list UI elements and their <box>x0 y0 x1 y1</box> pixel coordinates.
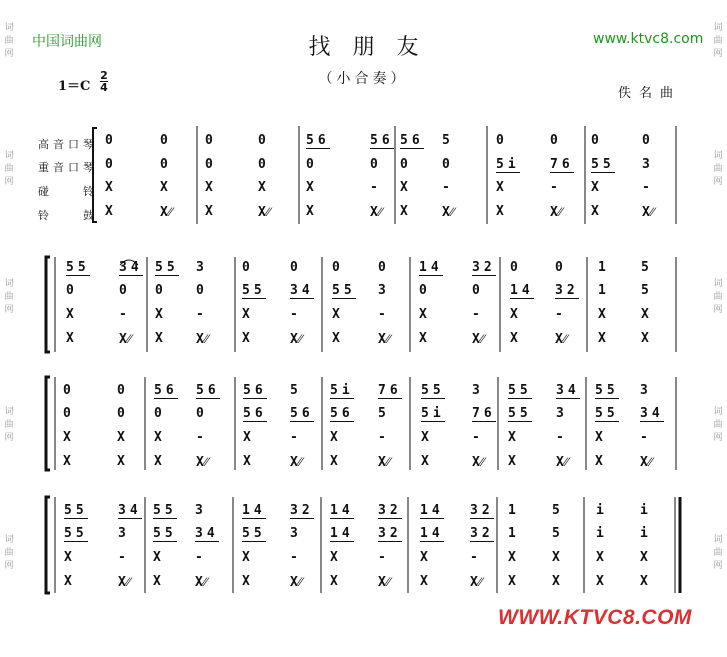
note-token: X <box>400 180 408 195</box>
meter-top: 2 <box>100 69 108 82</box>
note-token: 0 <box>378 260 386 275</box>
note-token: X <box>63 454 71 469</box>
note-token: X⁄⁄ <box>118 575 131 590</box>
note-token: 0 <box>105 133 113 148</box>
note-token: X⁄⁄ <box>378 332 391 347</box>
note-token: X <box>508 430 516 445</box>
note-token: 14 <box>330 503 354 518</box>
site-url-right: www.ktvc8.com <box>593 31 704 47</box>
note-token: X⁄⁄ <box>290 455 303 470</box>
note-token: X <box>641 331 649 346</box>
note-token: - <box>290 550 298 565</box>
note-token: 34 <box>640 406 664 421</box>
note-token: X <box>153 550 161 565</box>
note-token: 76 <box>472 406 496 421</box>
note-token: 3 <box>290 526 298 541</box>
note-token: X <box>595 454 603 469</box>
note-token: X <box>205 180 213 195</box>
note-token: X⁄⁄ <box>472 455 485 470</box>
note-token: X <box>595 430 603 445</box>
side-watermark-text: 词 曲 网 <box>4 535 14 571</box>
note-token: 56 <box>196 383 220 398</box>
side-watermark-text: 词 曲 网 <box>4 151 14 187</box>
note-token: - <box>119 307 127 322</box>
note-token: X <box>243 454 251 469</box>
note-token: X <box>306 204 314 219</box>
note-token: X <box>419 331 427 346</box>
note-token: X <box>64 574 72 589</box>
note-token: 0 <box>196 406 204 421</box>
note-token: 3 <box>642 157 650 172</box>
note-token: X <box>640 574 648 589</box>
note-token: X <box>330 454 338 469</box>
note-token: 32 <box>555 283 579 298</box>
note-token: 55 <box>153 526 177 541</box>
note-token: 55 <box>242 283 266 298</box>
note-token: X⁄⁄ <box>550 205 563 220</box>
note-token: 56 <box>154 383 178 398</box>
note-token: 5 <box>552 526 560 541</box>
note-token: 32 <box>470 526 494 541</box>
note-token: X <box>640 550 648 565</box>
note-token: X <box>591 204 599 219</box>
note-token: X⁄⁄ <box>160 205 173 220</box>
note-token: 5i <box>421 406 445 421</box>
note-token: X <box>421 454 429 469</box>
note-token: 32 <box>378 526 402 541</box>
note-token: 3 <box>556 406 564 421</box>
note-token: 5 <box>641 260 649 275</box>
note-token: - <box>290 430 298 445</box>
note-token: X⁄⁄ <box>196 455 209 470</box>
note-token: X⁄⁄ <box>290 332 303 347</box>
part-label-high-harmonica: 高音口琴 <box>38 138 94 151</box>
note-token: 0 <box>370 157 378 172</box>
note-token: X⁄⁄ <box>290 575 303 590</box>
note-token: 55 <box>595 406 619 421</box>
note-token: 0 <box>332 260 340 275</box>
note-token: 14 <box>419 260 443 275</box>
note-token: 0 <box>400 157 408 172</box>
note-token: 32 <box>472 260 496 275</box>
note-token: 56 <box>243 406 267 421</box>
note-token: 55 <box>66 260 90 275</box>
note-token: X <box>596 574 604 589</box>
note-token: X <box>258 180 266 195</box>
note-token: 1 <box>508 503 516 518</box>
note-token: i <box>596 526 604 541</box>
note-token: 1 <box>508 526 516 541</box>
side-watermark-text: 词 曲 网 <box>4 23 14 59</box>
note-token: 5 <box>290 383 298 398</box>
note-token: X <box>117 430 125 445</box>
part-label-bass-harmonica: 重音口琴 <box>38 161 94 174</box>
note-token: X <box>552 550 560 565</box>
note-token: X <box>332 307 340 322</box>
note-token: - <box>642 180 650 195</box>
note-token: X <box>419 307 427 322</box>
side-watermark-text: 词 曲 网 <box>4 279 14 315</box>
note-token: - <box>556 430 564 445</box>
note-token: 0 <box>63 406 71 421</box>
note-token: 5 <box>641 283 649 298</box>
note-token: 32 <box>378 503 402 518</box>
note-token: - <box>442 180 450 195</box>
note-token: X <box>510 331 518 346</box>
meter-bottom: 4 <box>100 81 108 94</box>
note-token: X <box>306 180 314 195</box>
note-token: 56 <box>370 133 394 148</box>
note-token: X <box>242 307 250 322</box>
note-token: 0 <box>160 157 168 172</box>
note-token: 55 <box>595 383 619 398</box>
note-token: 3 <box>196 260 204 275</box>
note-token: 0 <box>510 260 518 275</box>
note-token: - <box>290 307 298 322</box>
note-token: 56 <box>290 406 314 421</box>
note-token: X <box>242 574 250 589</box>
note-token: X <box>205 204 213 219</box>
note-token: 14 <box>242 503 266 518</box>
note-token: - <box>555 307 563 322</box>
note-token: 0 <box>642 133 650 148</box>
side-watermark-text: 词 曲 网 <box>713 535 723 571</box>
side-watermark-text: 词 曲 网 <box>713 151 723 187</box>
side-watermark-text: 词 曲 网 <box>713 279 723 315</box>
note-token: 14 <box>330 526 354 541</box>
note-token: X <box>242 331 250 346</box>
note-token: 0 <box>290 260 298 275</box>
note-token: 3 <box>378 283 386 298</box>
part-label-tambourine: 铃鼓 <box>38 209 94 222</box>
part-label-bell: 碰铃 <box>38 185 94 198</box>
note-token: - <box>195 550 203 565</box>
note-token: 0 <box>105 157 113 172</box>
note-token: - <box>378 307 386 322</box>
note-token: 0 <box>66 283 74 298</box>
note-token: 0 <box>119 283 127 298</box>
bottom-watermark: WWW.KTVC8.COM <box>498 606 692 629</box>
note-token: X <box>641 307 649 322</box>
note-token: X⁄⁄ <box>378 575 391 590</box>
note-token: 55 <box>153 503 177 518</box>
note-token: 56 <box>330 406 354 421</box>
note-token: 5 <box>442 133 450 148</box>
note-token: X <box>332 331 340 346</box>
note-token: X⁄⁄ <box>642 205 655 220</box>
note-token: X⁄⁄ <box>555 332 568 347</box>
note-token: X <box>105 180 113 195</box>
note-token: X <box>420 550 428 565</box>
note-token: X <box>420 574 428 589</box>
note-token: 76 <box>378 383 402 398</box>
note-token: 0 <box>160 133 168 148</box>
note-token: 56 <box>400 133 424 148</box>
note-token: X <box>508 574 516 589</box>
note-token: 0 <box>306 157 314 172</box>
note-token: 55 <box>508 406 532 421</box>
note-token: X <box>508 550 516 565</box>
note-token: - <box>472 430 480 445</box>
note-token: 55 <box>64 526 88 541</box>
note-token: X <box>243 430 251 445</box>
note-token: 0 <box>550 133 558 148</box>
note-token: 55 <box>332 283 356 298</box>
note-token: X⁄⁄ <box>195 575 208 590</box>
note-token: X <box>510 307 518 322</box>
note-token: X⁄⁄ <box>370 205 383 220</box>
note-token: 0 <box>496 133 504 148</box>
note-token: X <box>496 204 504 219</box>
note-token: X⁄⁄ <box>378 455 391 470</box>
note-token: - <box>472 307 480 322</box>
note-token: X <box>64 550 72 565</box>
note-token: 56 <box>243 383 267 398</box>
note-token: X⁄⁄ <box>556 455 569 470</box>
note-token: 76 <box>550 157 574 172</box>
note-token: - <box>378 430 386 445</box>
note-token: X <box>66 331 74 346</box>
key-signature: 1＝C <box>58 79 91 94</box>
note-token: X⁄⁄ <box>119 332 132 347</box>
note-token: 0 <box>155 283 163 298</box>
note-token: 5i <box>330 383 354 398</box>
note-token: - <box>370 180 378 195</box>
note-token: X <box>155 307 163 322</box>
note-token: X⁄⁄ <box>640 455 653 470</box>
site-name-left: 中国词曲网 <box>32 34 102 50</box>
note-token: 1 <box>598 283 606 298</box>
note-token: 0 <box>555 260 563 275</box>
note-token: X⁄⁄ <box>442 205 455 220</box>
note-token: 0 <box>63 383 71 398</box>
note-token: X <box>598 307 606 322</box>
note-token: X⁄⁄ <box>472 332 485 347</box>
note-token: 56 <box>306 133 330 148</box>
note-token: 32 <box>470 503 494 518</box>
note-token: 0 <box>472 283 480 298</box>
note-token: X <box>496 180 504 195</box>
note-token: X⁄⁄ <box>258 205 271 220</box>
note-token: X⁄⁄ <box>196 332 209 347</box>
note-token: - <box>118 550 126 565</box>
note-token: X <box>242 550 250 565</box>
note-token: X <box>154 454 162 469</box>
note-token: 14 <box>510 283 534 298</box>
note-token: 34 <box>118 503 142 518</box>
note-token: 3 <box>640 383 648 398</box>
note-token: 0 <box>419 283 427 298</box>
note-token: 0 <box>117 383 125 398</box>
song-title: 找朋友 <box>308 35 441 60</box>
note-token: 55 <box>242 526 266 541</box>
song-subtitle: （小合奏） <box>318 71 409 87</box>
note-token: X <box>153 574 161 589</box>
note-token: X <box>63 430 71 445</box>
note-token: 0 <box>154 406 162 421</box>
note-token: 0 <box>205 157 213 172</box>
note-token: - <box>640 430 648 445</box>
note-token: X <box>400 204 408 219</box>
note-token: X <box>598 331 606 346</box>
note-token: i <box>596 503 604 518</box>
note-token: X <box>596 550 604 565</box>
note-token: - <box>550 180 558 195</box>
note-token: 0 <box>258 133 266 148</box>
note-token: 3 <box>195 503 203 518</box>
note-token: 55 <box>155 260 179 275</box>
note-token: 55 <box>508 383 532 398</box>
note-token: 0 <box>117 406 125 421</box>
note-token: 34 <box>119 260 143 275</box>
note-token: X <box>421 430 429 445</box>
note-token: X <box>330 574 338 589</box>
note-token: X <box>330 430 338 445</box>
note-token: 34 <box>556 383 580 398</box>
side-watermark-text: 词 曲 网 <box>713 407 723 443</box>
note-token: 0 <box>242 260 250 275</box>
side-watermark-text: 词 曲 网 <box>713 23 723 59</box>
note-token: - <box>196 307 204 322</box>
note-token: - <box>196 430 204 445</box>
note-token: 3 <box>118 526 126 541</box>
composer-credit: 佚名曲 <box>618 86 682 101</box>
note-token: 55 <box>591 157 615 172</box>
note-token: - <box>470 550 478 565</box>
note-token: X <box>154 430 162 445</box>
note-token: X <box>117 454 125 469</box>
note-token: 14 <box>420 526 444 541</box>
note-token: 55 <box>421 383 445 398</box>
note-token: 5i <box>496 157 520 172</box>
note-token: X <box>160 180 168 195</box>
side-watermark-text: 词 曲 网 <box>4 407 14 443</box>
note-token: X <box>591 180 599 195</box>
note-token: X <box>105 204 113 219</box>
note-token: 14 <box>420 503 444 518</box>
note-token: 55 <box>64 503 88 518</box>
note-token: 0 <box>442 157 450 172</box>
note-token: 0 <box>196 283 204 298</box>
note-token: X <box>330 550 338 565</box>
note-token: 3 <box>472 383 480 398</box>
note-token: X <box>552 574 560 589</box>
note-token: 0 <box>258 157 266 172</box>
note-token: 1 <box>598 260 606 275</box>
note-token: 5 <box>552 503 560 518</box>
note-token: 5 <box>378 406 386 421</box>
note-token: X <box>66 307 74 322</box>
note-token: 34 <box>195 526 219 541</box>
note-token: X⁄⁄ <box>470 575 483 590</box>
note-token: i <box>640 503 648 518</box>
note-token: 34 <box>290 283 314 298</box>
note-token: 0 <box>205 133 213 148</box>
note-token: i <box>640 526 648 541</box>
note-token: - <box>378 550 386 565</box>
note-token: 0 <box>591 133 599 148</box>
note-token: 32 <box>290 503 314 518</box>
note-token: X <box>155 331 163 346</box>
note-token: X <box>508 454 516 469</box>
